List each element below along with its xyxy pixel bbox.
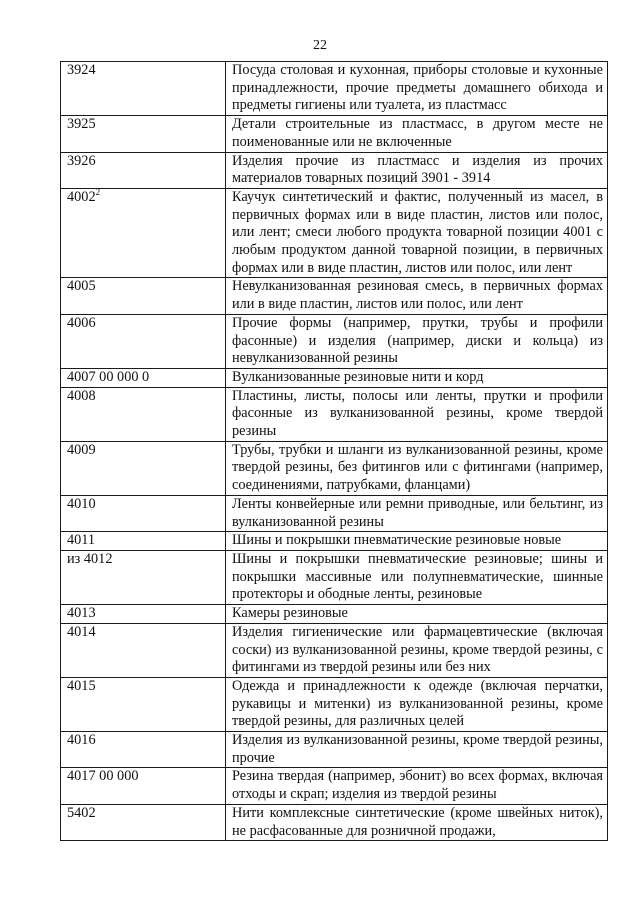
code-cell: 4011 [61,532,226,551]
table-row [61,387,608,441]
description-cell: Шины и покрышки пневматические резиновые новые [226,532,608,551]
table-row [61,62,608,116]
table-row [61,152,608,188]
code-cell: 4009 [61,441,226,495]
code-cell: 4005 [61,278,226,314]
description-cell: Посуда столовая и кухонная, приборы столовые и кухонные принадлежности, прочие предметы домашнего обихода и предметы гигиены или туалета, из пластмасс [226,62,608,116]
table-row [61,550,608,604]
description-cell: Вулканизованные резиновые нити и корд [226,368,608,387]
table-row [61,732,608,768]
description-cell: Одежда и принадлежности к одежде (включая перчатки, рукавицы и митенки) из вулканизованной резины, кроме твердой резины, для различных целей [226,677,608,731]
code-cell: 4006 [61,314,226,368]
code-cell: 4017 00 000 [61,768,226,804]
table-row [61,677,608,731]
description-cell: Изделия прочие из пластмасс и изделия из прочих материалов товарных позиций 3901 - 3914 [226,152,608,188]
table-row [61,623,608,677]
code-cell: 4016 [61,732,226,768]
code-cell: 3924 [61,62,226,116]
code-cell: 3925 [61,116,226,152]
goods-code-table [60,61,608,841]
description-cell: Резина твердая (например, эбонит) во всех формах, включая отходы и скрап; изделия из твердой резины [226,768,608,804]
table-row [61,188,608,278]
code-cell: 4010 [61,495,226,531]
code-cell: 5402 [61,804,226,840]
description-cell: Пластины, листы, полосы или ленты, прутки и профили фасонные из вулканизованной резины, кроме твердой резины [226,387,608,441]
description-cell: Ленты конвейерные или ремни приводные, или бельтинг, из вулканизованной резины [226,495,608,531]
code-cell: из 4012 [61,550,226,604]
code-text: 4002 [67,188,96,205]
code-cell: 4008 [61,387,226,441]
description-cell: Прочие формы (например, прутки, трубы и профили фасонные) и изделия (например, диски и кольца) из невулканизованной резины [226,314,608,368]
table-row [61,768,608,804]
table-row [61,804,608,840]
footnote-marker: 2 [95,187,101,198]
code-cell: 3926 [61,152,226,188]
description-cell: Трубы, трубки и шланги из вулканизованной резины, кроме твердой резины, без фитингов или с фитингами (например, соединениями, патрубками, фланцами) [226,441,608,495]
description-cell: Изделия из вулканизованной резины, кроме твердой резины, прочие [226,732,608,768]
table-row [61,495,608,531]
page-number: 22 [313,38,327,53]
code-cell: 4013 [61,605,226,624]
code-cell: 4007 00 000 0 [61,368,226,387]
code-cell: 4015 [61,677,226,731]
table-row [61,314,608,368]
table-row [61,278,608,314]
code-cell [61,188,226,278]
code-cell: 4014 [61,623,226,677]
description-cell: Изделия гигиенические или фармацевтические (включая соски) из вулканизованной резины, кроме твердой резины, с фитингами из твердой резины или без них [226,623,608,677]
description-cell: Камеры резиновые [226,605,608,624]
table-row [61,532,608,551]
description-cell: Каучук синтетический и фактис, полученный из масел, в первичных формах или в виде пластин, листов или полос, или лент; смеси любого продукта товарной позиции 4001 с любым продуктом данной товарной позиции, в первичных формах или в виде пластин, листов или полос, или лент [226,188,608,278]
description-cell: Нити комплексные синтетические (кроме швейных ниток), не расфасованные для розничной продажи, [226,804,608,840]
table-row [61,605,608,624]
table-row [61,116,608,152]
description-cell: Шины и покрышки пневматические резиновые; шины и покрышки массивные или полупневматические, шинные протекторы и ободные ленты, резиновые [226,550,608,604]
description-cell: Невулканизованная резиновая смесь, в первичных формах или в виде пластин, листов или полос, или лент [226,278,608,314]
table-row [61,441,608,495]
table-row [61,368,608,387]
description-cell: Детали строительные из пластмасс, в другом месте не поименованные или не включенные [226,116,608,152]
